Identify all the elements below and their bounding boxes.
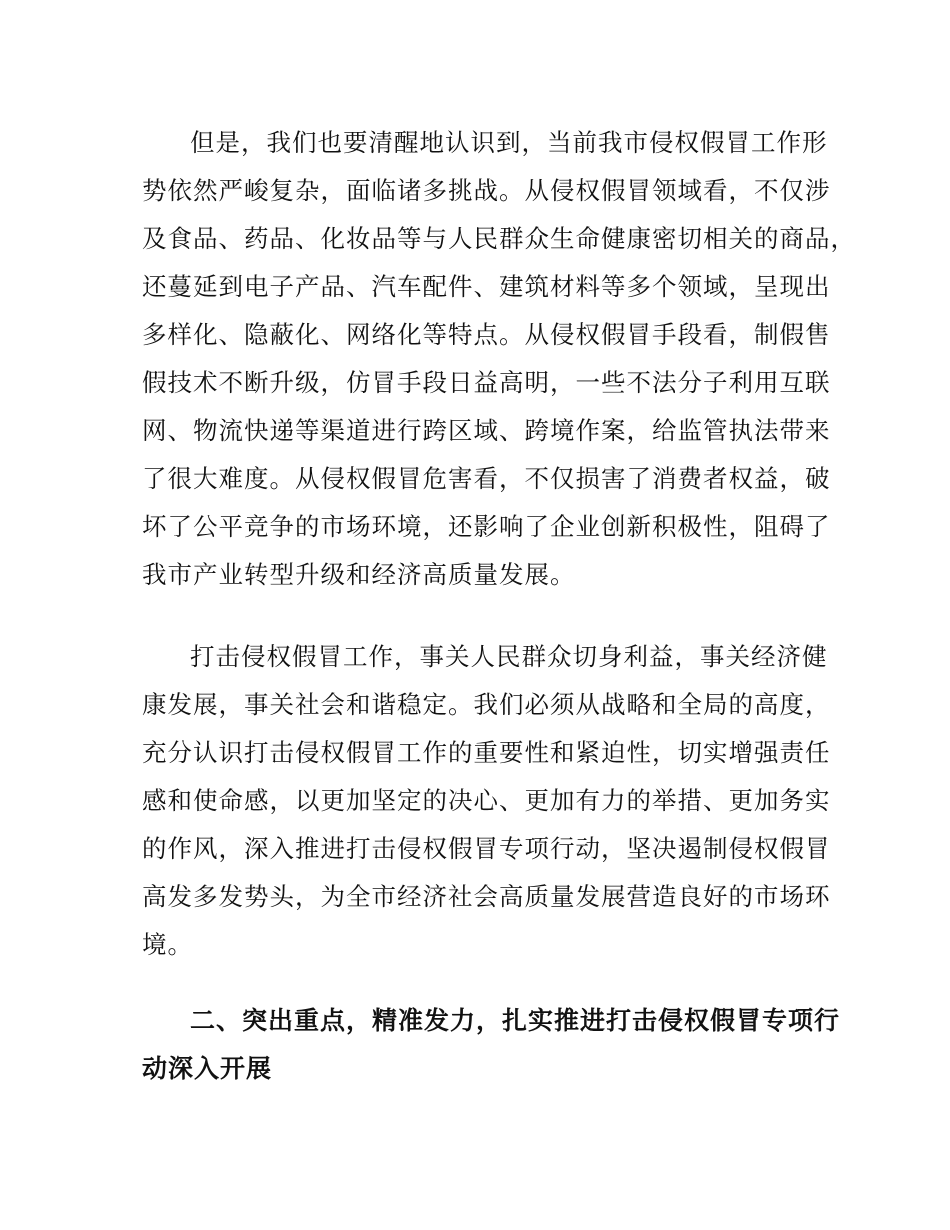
paragraph-line: 了很大难度。从侵权假冒危害看，不仅损害了消费者权益，破 [142,464,831,493]
paragraph-line: 及食品、药品、化妆品等与人民群众生命健康密切相关的商品， [142,224,856,253]
paragraph-line: 境。 [142,930,193,959]
paragraph-line: 网、物流快递等渠道进行跨区域、跨境作案，给监管执法带来 [142,416,831,445]
paragraph-importance [142,633,831,969]
paragraph-line: 感和使命感，以更加坚定的决心、更加有力的举措、更加务实 [142,786,831,815]
paragraph-line: 高发多发势头，为全市经济社会高质量发展营造良好的市场环 [142,882,831,911]
paragraph-line: 假技术不断升级，仿冒手段日益高明，一些不法分子利用互联 [142,368,831,397]
paragraph-line: 但是，我们也要清醒地认识到，当前我市侵权假冒工作形 [190,128,828,157]
paragraph-line: 坏了公平竞争的市场环境，还影响了企业创新积极性，阻碍了 [142,512,831,541]
paragraph-line: 多样化、隐蔽化、网络化等特点。从侵权假冒手段看，制假售 [142,320,831,349]
paragraph-line: 充分认识打击侵权假冒工作的重要性和紧迫性，切实增强责任 [142,738,831,767]
section-heading [142,997,841,1093]
paragraph-line: 势依然严峻复杂，面临诸多挑战。从侵权假冒领域看，不仅涉 [142,176,831,205]
paragraph-line: 打击侵权假冒工作，事关人民群众切身利益，事关经济健 [190,642,828,671]
heading-line: 动深入开展 [142,1054,273,1083]
paragraph-line: 我市产业转型升级和经济高质量发展。 [142,560,576,589]
paragraph-line: 康发展，事关社会和谐稳定。我们必须从战略和全局的高度， [142,690,831,719]
paragraph-line: 还蔓延到电子产品、汽车配件、建筑材料等多个领域，呈现出 [142,272,831,301]
paragraph-situation [142,119,856,599]
paragraph-line: 的作风，深入推进打击侵权假冒专项行动，坚决遏制侵权假冒 [142,834,831,863]
heading-line: 二、突出重点，精准发力，扎实推进打击侵权假冒专项行 [190,1006,841,1035]
